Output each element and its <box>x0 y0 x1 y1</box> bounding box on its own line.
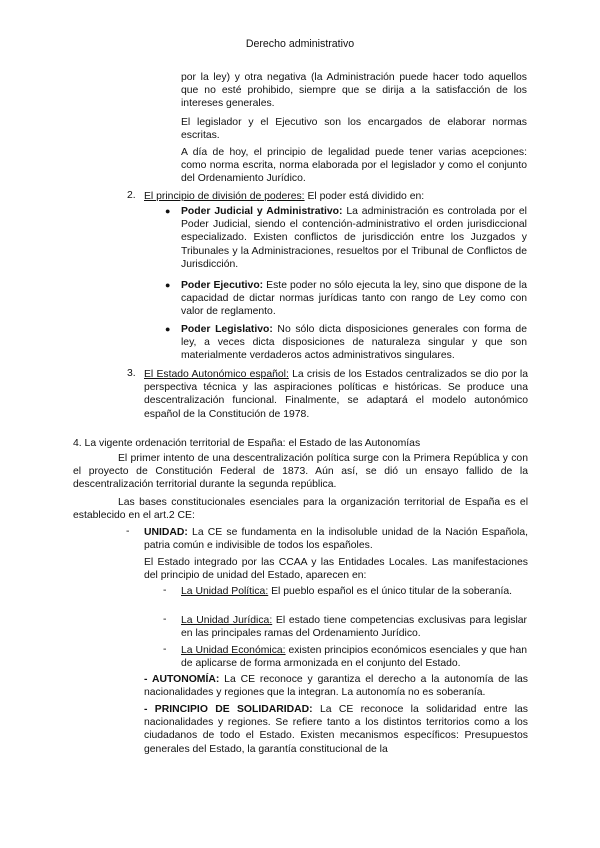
section-paragraph-1: El primer intento de una descentralización política surge con la Primera República y con el proyecto de Constitución Federal de 1873. Aún así, se dió un ensayo fallido de la descentralización territorial durante la segunda república. <box>73 453 528 491</box>
unidad-politica-item <box>181 585 527 598</box>
bullet-icon: ● <box>165 324 171 334</box>
section-heading: 4. La vigente ordenación territorial de España: el Estado de las Autonomías <box>73 438 421 449</box>
section-paragraph-2: Las bases constitucionales esenciales para la organización territorial de España es el establecido en el art.2 CE: <box>73 497 528 522</box>
estado-autonomico-item <box>144 368 528 421</box>
unidad-paragraph <box>144 526 528 552</box>
solidaridad-paragraph <box>144 703 528 756</box>
unidad-economica-label: La Unidad Económica: <box>181 645 286 656</box>
unidad-politica-text: El pueblo español es el único titular de la soberanía. <box>268 586 512 597</box>
bullet-poder-judicial-label: Poder Judicial y Administrativo: <box>181 206 343 217</box>
bullet-poder-legislativo-text: No sólo dicta disposiciones generales con forma de ley, a veces dicta disposiciones de naturaleza singular y que son materialmente verdaderos actos administrativos singulares. <box>181 324 527 362</box>
dash-marker: - <box>163 644 167 655</box>
bullet-poder-judicial-text: La administración es controlada por el Poder Judicial, siendo el contención-administrativo el orden jurisdiccional especializado. Existen conflictos de jurisdicción entre los Juzgados y Tribunales y la Administraciones, resueltos por el Tribunal de Conflictos de Jurisdicción. <box>181 206 527 270</box>
autonomia-paragraph <box>144 673 528 699</box>
autonomia-text: La CE reconoce y garantiza el derecho a la autonomía de las nacionalidades y regiones que la integran. La autonomía no es soberanía. <box>144 674 528 699</box>
unidad-economica-text: existen principios económicos esenciales y que han de aplicarse de forma armonizada en el conjunto del Estado. <box>181 645 528 670</box>
unidad-juridica-text: El estado tiene competencias exclusivas para legislar en las principales ramas del Ordenamiento Jurídico. <box>181 615 527 640</box>
division-poderes-item <box>144 190 528 203</box>
division-poderes-title: El principio de división de poderes: <box>144 191 305 202</box>
continuation-paragraph-2: El legislador y el Ejecutivo son los encargados de elaborar normas escritas. <box>181 117 527 142</box>
solidaridad-label: - PRINCIPIO DE SOLIDARIDAD: <box>144 704 313 715</box>
continuation-paragraph-3: A día de hoy, el principio de legalidad puede tener varias acepciones: como norma escrita, norma elaborada por el legislador y como el conjunto del Ordenamiento Jurídico. <box>181 147 527 185</box>
unidad-juridica-label: La Unidad Jurídica: <box>181 615 273 626</box>
estado-autonomico-title: El Estado Autonómico español: <box>144 369 289 380</box>
list-number-2: 2. <box>127 190 136 201</box>
continuation-paragraph-1: por la ley) y otra negativa (la Administración puede hacer todo aquellos que no esté prohibido, siempre que se dirija a la satisfacción de los intereses generales. <box>181 72 527 110</box>
dash-marker: - <box>163 614 167 625</box>
bullet-icon: ● <box>165 206 171 216</box>
bullet-poder-legislativo <box>181 323 527 363</box>
estado-autonomico-text: La crisis de los Estados centralizados se dio por la perspectiva técnica y las aspiraciones políticas e históricas. Se produce una descentralización funcional. Finalmente, se adaptará el modelo autonómico español de la Constitución de 1978. <box>144 369 528 420</box>
unidad-text: La CE se fundamenta en la indisoluble unidad de la Nación Española, patria común e indivisible de todos los españoles. <box>144 527 528 552</box>
bullet-poder-ejecutivo-text: Este poder no sólo ejecuta la ley, sino que dispone de la capacidad de dictar normas jurídicas tanto con rango de Ley como con valor de reglamento. <box>181 280 527 318</box>
page-header: Derecho administrativo <box>245 38 355 50</box>
dash-marker: - <box>163 585 167 596</box>
bullet-poder-ejecutivo-label: Poder Ejecutivo: <box>181 280 264 291</box>
unidad-label: UNIDAD: <box>144 527 188 538</box>
unidad-economica-item <box>181 644 527 670</box>
list-number-3: 3. <box>127 368 136 379</box>
unidad-paragraph-2: El Estado integrado por las CCAA y las Entidades Locales. Las manifestaciones del principio de unidad del Estado, aparecen en: <box>144 557 528 582</box>
solidaridad-text: La CE reconoce la solidaridad entre las nacionalidades y regiones. Se refiere tanto a los distintos territorios como a los ciudadanos de todo el Estado. Existen mecanismos específicos: Presupuestos generales del Estado, la garantía constitucional de la <box>144 704 528 755</box>
bullet-icon: ● <box>165 280 171 290</box>
autonomia-label: - AUTONOMÍA: <box>144 674 220 685</box>
dash-marker: - <box>126 526 130 537</box>
bullet-poder-ejecutivo <box>181 279 527 319</box>
bullet-poder-legislativo-label: Poder Legislativo: <box>181 324 273 335</box>
division-poderes-text: El poder está dividido en: <box>304 191 425 202</box>
unidad-politica-label: La Unidad Política: <box>181 586 269 597</box>
unidad-juridica-item <box>181 614 527 640</box>
bullet-poder-judicial <box>181 205 527 271</box>
